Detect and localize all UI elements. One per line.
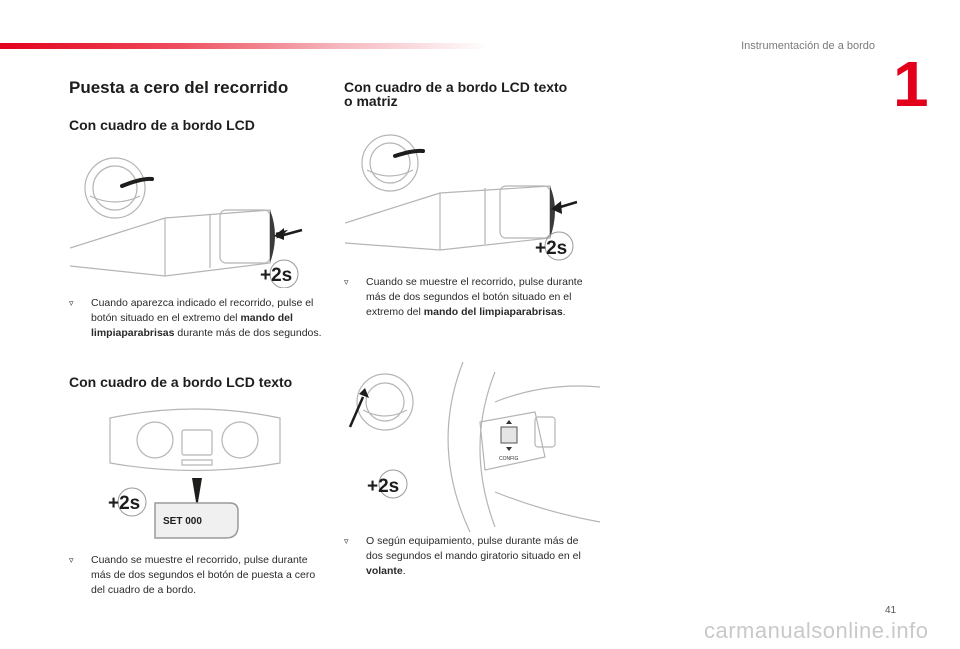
bullet-matrix-bold: mando del limpiaparabrisas [423, 306, 563, 318]
stopwatch-icon [535, 232, 573, 260]
section-heading-lcd: Con cuadro de a bordo LCD [69, 117, 255, 133]
header-accent-bar [0, 43, 490, 49]
section-heading-lcd-text: Con cuadro de a bordo LCD texto [69, 374, 293, 390]
bullet-wheel-bold: volante [366, 565, 403, 577]
bullet-wheel [344, 534, 594, 579]
wiper-stalk-illustration-2 [345, 128, 585, 268]
watermark: carmanualsonline.info [704, 618, 929, 643]
section-heading-matrix [344, 80, 567, 108]
stopwatch-icon [108, 488, 146, 516]
stopwatch-label: +2s [367, 476, 400, 497]
config-label: CONFIG [499, 456, 519, 462]
config-knob-icon [501, 420, 517, 451]
bullet-lcd [69, 296, 329, 341]
stopwatch-label: +2s [260, 265, 293, 286]
bullet-matrix-text: Cuando se muestre el recorrido, pulse durante más de dos segundos el botón situado en el extremo del [366, 276, 583, 318]
stopwatch-icon [367, 470, 407, 498]
steering-wheel-illustration [345, 362, 600, 532]
bullet-lcd-bold: mando del limpiaparabrisas [91, 312, 293, 339]
stopwatch-label: +2s [108, 493, 141, 514]
triangle-bullet-icon: ▿ [344, 277, 349, 287]
bullet-wheel-text: O según equipamiento, pulse durante más de dos segundos el mando giratorio situado en el [366, 535, 581, 562]
page-number: 41 [885, 605, 897, 616]
stopwatch-label: +2s [535, 238, 568, 259]
running-head: Instrumentación de a bordo [741, 40, 875, 52]
bullet-lcd-text [69, 553, 329, 598]
display-readout: SET 000 [163, 516, 202, 527]
bullet-matrix-end: . [562, 306, 566, 318]
section-heading-matrix-line2: o matriz [344, 93, 398, 109]
triangle-bullet-icon: ▿ [69, 555, 74, 565]
bullet-wheel-end: . [402, 565, 406, 577]
section-heading-matrix-line1: Con cuadro de a bordo LCD texto [344, 79, 568, 95]
triangle-bullet-icon: ▿ [69, 298, 74, 308]
chapter-number: 1 [893, 48, 929, 120]
bullet-lcd-text: Cuando aparezca indicado el recorrido, pulse el botón situado en el extremo del [91, 297, 314, 324]
triangle-bullet-icon: ▿ [344, 536, 349, 546]
page-title: Puesta a cero del recorrido [69, 78, 289, 97]
wiper-stalk-illustration-1 [70, 148, 330, 288]
bullet-matrix [344, 275, 594, 320]
bullet-lcd-end: durante más de dos segundos. [174, 327, 322, 339]
instrument-panel-illustration [100, 408, 290, 548]
stopwatch-icon [260, 260, 298, 288]
bullet-lcd-text-body: Cuando se muestre el recorrido, pulse durante más de dos segundos el botón de puesta a cero del cuadro de a bordo. [91, 554, 316, 596]
